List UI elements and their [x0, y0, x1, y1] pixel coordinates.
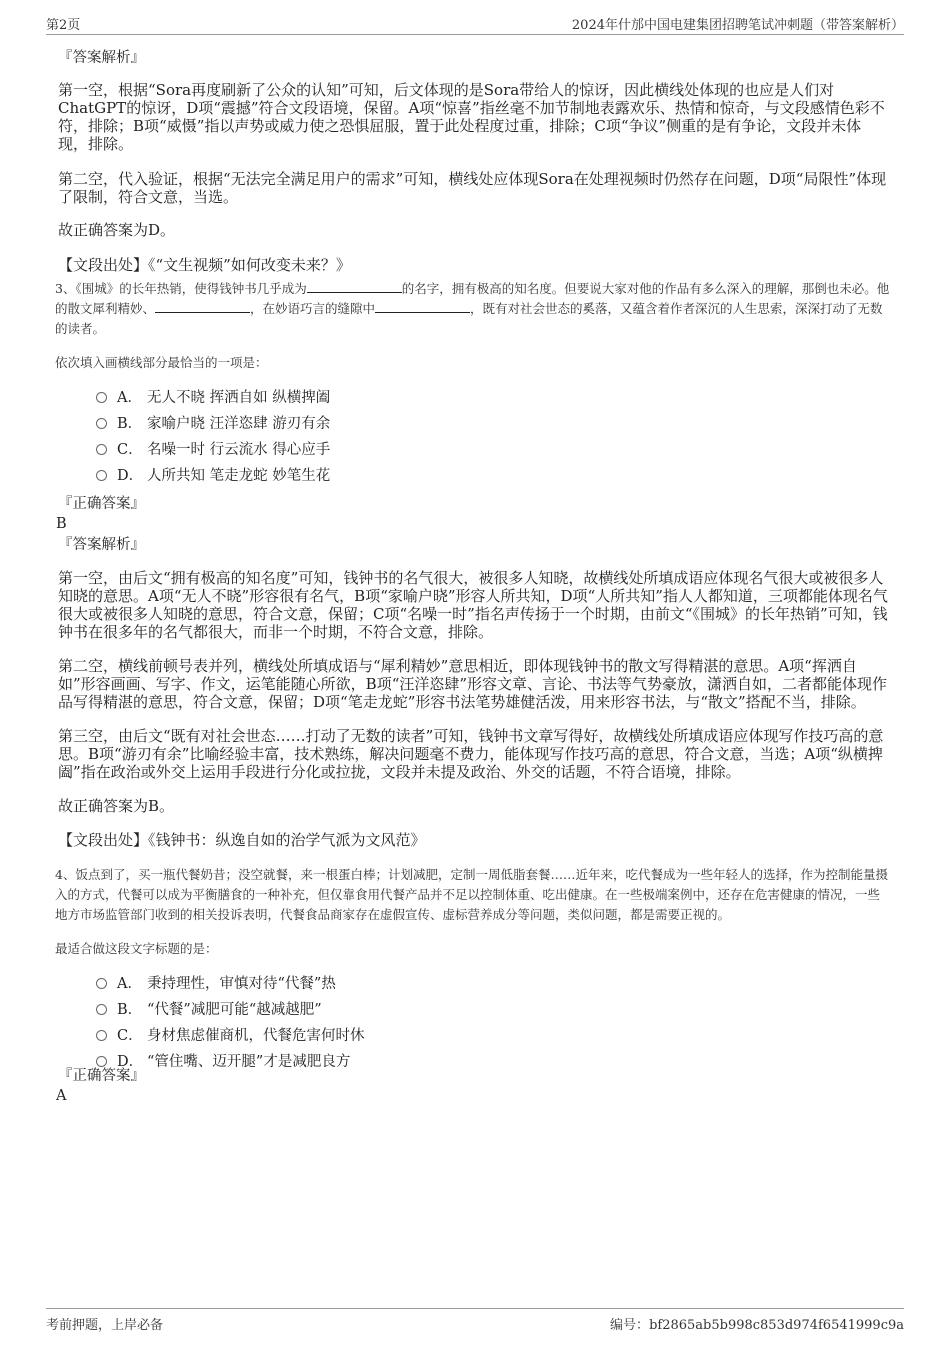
q2-source: 【文段出处】《“文生视频”如何改变未来？》	[58, 256, 351, 274]
q3-analysis-label: 『答案解析』	[58, 537, 145, 553]
document-title: 2024年什邡中国电建集团招聘笔试冲刺题（带答案解析）	[571, 18, 904, 33]
q3-stem: 3、《围城》的长年热销，使得钱钟书几乎成为 的名字，拥有极高的知名度。但要说大家对他的作品有多么深入的理解，那倒也未必。他的散文犀利精妙、 ，在妙语巧言的缝隙中 ，既有对社会世态的奚落，又蕴含着作者深沉的人生思索，深深打动了无数的读者。	[55, 281, 890, 336]
q3-analysis-p3: 第三空，由后文“既有对社会世态……打动了无数的读者”可知，钱钟书文章写得好，故横线处所填成语应体现写作技巧高的意思。B项“游刃有余”比喻经验丰富，技术熟练，解决问题毫不费力，能体现写作技巧高的意思，符合文意，当选；A项“纵横捭阖”指在政治或外交上运用手段进行分化或拉拢，文段并未提及政治、外交的话题，不符合语境，排除。	[58, 727, 884, 781]
q3-option-a[interactable]: A． 无人不晓 挥洒自如 纵横捭阖	[96, 388, 330, 408]
q2-analysis-p2: 第二空，代入验证，根据“无法完全满足用户的需求”可知，横线处应体现Sora在处理视频时仍然存在问题，D项“局限性”体现了限制，符合文意，当选。	[58, 170, 887, 206]
q4-option-a[interactable]: A． 秉持理性，审慎对待“代餐”热	[96, 974, 336, 994]
q3-correct-answer: B	[56, 516, 67, 532]
q3-conclusion: 故正确答案为B。	[58, 797, 175, 815]
q3-correct-label: 『正确答案』	[58, 496, 145, 512]
q4-option-b[interactable]: B． “代餐”减肥可能“越减越肥”	[96, 1000, 322, 1020]
page-number: 第2页	[46, 18, 81, 33]
q3-option-d[interactable]: D． 人所共知 笔走龙蛇 妙笔生花	[96, 466, 330, 486]
radio-icon[interactable]	[96, 1056, 107, 1067]
q4-prompt: 最适合做这段文字标题的是：	[55, 941, 218, 956]
q3-source: 【文段出处】《钱钟书：纵逸自如的治学气派为文风范》	[58, 831, 426, 849]
q2-analysis-p1: 第一空，根据“Sora再度刷新了公众的认知”可知，后文体现的是Sora带给人的惊讶，因此横线处体现的也应是人们对ChatGPT的惊讶，D项“震撼”符合文段语境，保留。A项“惊喜”指丝毫不加节制地表露欢乐、热情和惊奇，与文段感情色彩不符，排除；B项“威慑”指以声势或威力使之恐惧屈服，置于此处程度过重，排除；C项“争议”侧重的是有争论，文段并未体现，排除。	[58, 81, 885, 153]
blank-1	[307, 279, 402, 293]
radio-icon[interactable]	[96, 418, 107, 429]
radio-icon[interactable]	[96, 1004, 107, 1015]
radio-icon[interactable]	[96, 470, 107, 481]
q3-option-c[interactable]: C． 名噪一时 行云流水 得心应手	[96, 440, 330, 460]
q4-correct-answer: A	[56, 1088, 67, 1104]
q3-analysis-p1: 第一空，由后文“拥有极高的知名度”可知，钱钟书的名气很大，被很多人知晓，故横线处所填成语应体现名气很大或被很多人知晓的意思。A项“无人不晓”形容很有名气，B项“家喻户晓”形容人所共知，D项“人所共知”指人人都知道，三项都能体现名气很大或被很多人知晓的意思，符合文意，保留；C项“名噪一时”指名声传扬于一个时期，由前文“《围城》的长年热销”可知，钱钟书在很多年的名气都很大，而非一个时期，不符合文意，排除。	[58, 569, 888, 641]
radio-icon[interactable]	[96, 392, 107, 403]
q4-stem: 4、饭点到了，买一瓶代餐奶昔；没空就餐，来一根蛋白棒；计划减肥，定制一周低脂套餐……近年来，吃代餐成为一些年轻人的选择，作为控制能量摄入的方式，代餐可以成为平衡膳食的一种补充，但仅靠食用代餐产品并不足以控制体重、吃出健康。在一些极端案例中，还存在危害健康的情况，一些地方市场监管部门收到的相关投诉表明，代餐食品商家存在虚假宣传、虚标营养成分等问题，类似问题，都是需要正视的。	[55, 867, 888, 922]
q3-prompt: 依次填入画横线部分最恰当的一项是：	[55, 355, 268, 370]
q4-correct-label: 『正确答案』	[58, 1068, 145, 1084]
page-header	[46, 12, 904, 35]
q4-option-c[interactable]: C． 身材焦虑催商机，代餐危害何时休	[96, 1026, 365, 1046]
radio-icon[interactable]	[96, 978, 107, 989]
q2-conclusion: 故正确答案为D。	[58, 221, 176, 239]
page-footer	[46, 1308, 904, 1331]
blank-2	[155, 299, 250, 313]
radio-icon[interactable]	[96, 444, 107, 455]
radio-icon[interactable]	[96, 1030, 107, 1041]
q3-option-b[interactable]: B． 家喻户晓 汪洋恣肆 游刃有余	[96, 414, 330, 434]
q3-analysis-p2: 第二空，横线前顿号表并列，横线处所填成语与“犀利精妙”意思相近，即体现钱钟书的散文写得精湛的意思。A项“挥洒自如”形容画画、写字、作文，运笔能随心所欲，B项“汪洋恣肆”形容文章、言论、书法等气势豪放，潇洒自如，二者都能体现作品写得精湛的意思，符合文意，保留；D项“笔走龙蛇”形容书法笔势雄健活泼，用来形容书法，与“散文”搭配不当，排除。	[58, 657, 888, 711]
footer-slogan: 考前押题，上岸必备	[46, 1318, 164, 1333]
blank-3	[375, 299, 470, 313]
q2-analysis-label: 『答案解析』	[58, 50, 145, 66]
q4-option-d[interactable]: D． “管住嘴、迈开腿”才是减肥良方	[96, 1052, 350, 1072]
document-code: 编号：bf2865ab5b998c853d974f6541999c9a	[610, 1318, 904, 1333]
